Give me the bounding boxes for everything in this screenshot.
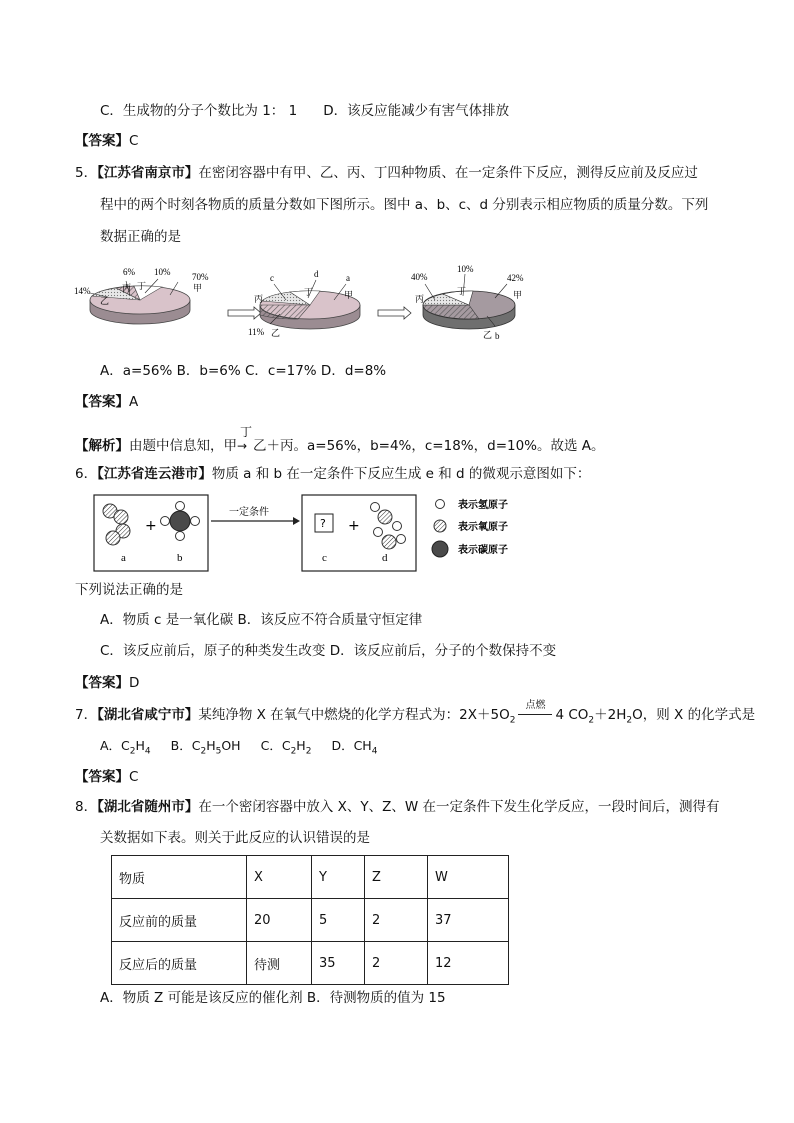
q6-answer [75,673,139,693]
pie3-name-bing: 丙 [415,295,425,305]
pie2-name-yi: 乙 [271,329,281,339]
label-b: b [177,552,183,564]
pie1-name-jia: 甲 [193,284,203,294]
pie-chart-2 [248,269,360,339]
table-row [112,856,509,899]
table-cell: 反应前的质量 [112,899,247,942]
legend [432,498,508,557]
equation-subscript: 2 [626,715,633,726]
answer-value: C [129,769,139,785]
equation-part: ＋2H [594,707,627,723]
pie3-label-p3: 42% [507,273,524,283]
table-cell: 37 [428,899,509,942]
answer-label: 【答案】 [75,675,129,691]
pie3-label-p2: 10% [457,264,474,274]
pie1-label-p3: 70% [192,272,209,282]
answer-value: A [129,394,139,410]
table-header-cell: X [247,856,312,899]
equation-part: 4 CO [555,707,589,723]
question-source: 【江苏省南京市】 [97,165,199,181]
pie2-name-ding: 丁 [304,288,314,298]
pie2-label-d: d [314,269,319,279]
question-number: 5． [75,165,98,181]
q5-stem-line1 [75,163,698,183]
q8-data-table [111,855,509,985]
q7-option-a: A．$C_2H_4$ [100,738,151,757]
table-cell: 5 [312,899,365,942]
table-cell: 20 [247,899,312,942]
table-cell: 12 [428,942,509,985]
legend-carbon: 表示碳原子 [458,545,508,556]
pie1-name-ding: 丁 [137,282,147,292]
q6-stem [75,464,590,484]
pie-arrow-2 [378,307,411,319]
q7-option-b: B．$C_2H_5OH$ [170,738,241,757]
question-source: 【江苏省连云港市】 [97,466,212,482]
label-a: a [121,552,126,564]
q4-options-line [100,101,509,121]
q5-answer [75,392,138,412]
equation-subscript: 2 [509,715,516,726]
table-row [112,899,509,942]
answer-value: C [129,133,139,149]
table-cell: 待测 [247,942,312,985]
answer-label: 【答案】 [75,769,129,785]
carbon-atom-icon [432,541,448,557]
equation-subscript: 2 [588,715,595,726]
analysis-arrow-condition: 丁 [240,425,253,439]
q5-pie-figure [74,262,525,342]
pie3-name-ding: 丁 [457,287,467,297]
question-source: 【湖北省随州市】 [97,799,199,815]
analysis-arrow: → [237,439,248,453]
pie-chart-1 [74,267,209,324]
q6-options-cd: C．该反应前后，原子的种类发生改变 D．该反应前后，分子的个数保持不变 [100,643,557,659]
analysis-label: 【解析】 [75,438,129,454]
table-header-cell: Y [312,856,365,899]
q7-stem [75,700,756,731]
q8-stem-line1 [75,797,720,817]
pie2-name-bing: 丙 [254,295,264,305]
q5-stem-line3: 数据正确的是 [100,229,181,245]
equation-part: 某纯净物 X 在氧气中燃烧的化学方程式为：2X＋5O [198,707,510,723]
q6-molecule-diagram [93,494,563,574]
table-row [112,942,509,985]
q7-option-c: C．$C_2H_2$ [260,738,312,757]
q7-options [100,736,377,762]
q6-prompt: 下列说法正确的是 [75,582,183,598]
plus-sign-1: + [145,518,157,534]
pie-chart-3 [411,264,524,341]
answer-label: 【答案】 [75,133,129,149]
table-cell: 2 [365,899,428,942]
pie2-label-a: a [346,273,350,283]
q8-options-ab: A．物质 Z 可能是该反应的催化剂 B．待测物质的值为 15 [100,990,446,1006]
question-number: 8． [75,799,98,815]
q4-answer [75,131,138,151]
question-stem: 在一个密闭容器中放入 X、Y、Z、W 在一定条件下发生化学反应，一段时间后，测得有 [198,799,720,815]
question-stem: 物质 a 和 b 在一定条件下反应生成 e 和 d 的微观示意图如下： [211,466,591,482]
q7-option-d: D．$CH_4$ [331,738,378,757]
q5-options: A．a=56% B．b=6% C．c=17% D．d=8% [100,363,387,379]
q4-option-d: D．该反应能减少有害气体排放 [323,103,510,119]
legend-oxygen: 表示氧原子 [458,522,508,533]
table-cell: 35 [312,942,365,985]
pie-arrow-1 [228,307,261,319]
table-header-cell: 物质 [112,856,247,899]
question-number: 6． [75,466,98,482]
pie1-name-bing: 丙 [122,284,132,294]
oxygen-atom-icon [434,520,446,532]
equation-part: O，则 X 的化学式是 [632,707,756,723]
pie3-label-p1: 40% [411,272,428,282]
pie1-label-p2: 10% [154,267,171,277]
hydrogen-atom-icon [436,500,445,509]
pie2-label-p4: 11% [248,327,265,337]
question-number: 7． [75,707,98,723]
q8-stem-line2: 关数据如下表。则关于此反应的认识错误的是 [100,830,370,846]
pie3-label-b: b [495,331,500,341]
pie1-label-p4: 14% [74,286,91,296]
pie3-name-yi: 乙 [483,331,493,341]
analysis-text-a: 由题中信息知，甲 [129,438,237,454]
unknown-mark: ? [320,517,326,530]
pie2-name-jia: 甲 [344,291,354,301]
reaction-condition: 一定条件 [229,507,269,518]
pie3-name-jia: 甲 [513,291,523,301]
q5-stem-line2: 程中的两个时刻各物质的质量分数如下图所示。图中 a、b、c、d 分别表示相应物质的质量分数。下列 [100,197,709,213]
reaction-condition: 点燃 [525,700,546,711]
pie1-label-p1: 6% [123,267,135,277]
table-header-cell: W [428,856,509,899]
plus-sign-2: + [348,518,360,534]
q4-option-c: C．生成物的分子个数比为 1： 1 [100,103,298,119]
question-source: 【湖北省咸宁市】 [97,707,199,723]
q5-analysis [75,425,605,456]
table-cell: 反应后的质量 [112,942,247,985]
answer-label: 【答案】 [75,394,129,410]
table-cell: 2 [365,942,428,985]
question-stem: 在密闭容器中有甲、乙、丙、丁四种物质、在一定条件下反应，测得反应前及反应过 [198,165,698,181]
answer-value: D [129,675,140,691]
q6-options-ab: A．物质 c 是一氧化碳 B．该反应不符合质量守恒定律 [100,612,423,628]
pie2-label-c: c [270,273,274,283]
label-c: c [322,552,327,564]
pie1-name-yi: 乙 [100,297,110,307]
analysis-text-b: 乙＋丙。a=56%，b=4%，c=18%，d=10%。故选 A。 [253,438,605,454]
q7-answer [75,767,138,787]
table-header-cell: Z [365,856,428,899]
label-d: d [382,552,388,564]
legend-hydrogen: 表示氢原子 [458,500,508,511]
